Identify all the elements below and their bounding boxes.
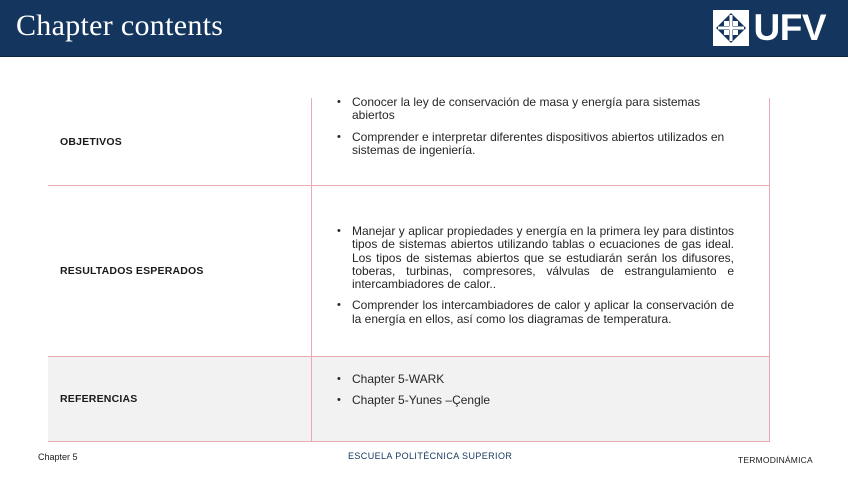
row-label: REFERENCIAS [60, 393, 138, 405]
row-content [335, 225, 734, 326]
bullet-list [335, 225, 734, 326]
row-divider [48, 356, 770, 357]
row-divider [48, 185, 770, 186]
list-item: • Comprender e interpretar diferentes dispositivos abiertos utilizados en sistemas de ingeniería. [335, 131, 734, 158]
bullet-list [335, 373, 734, 408]
table-right-border [769, 98, 770, 442]
table-row-resultados [48, 185, 770, 356]
ufv-logo [713, 7, 827, 48]
row-label: OBJETIVOS [60, 135, 122, 148]
list-item: • Conocer la ley de conservación de masa y energía para sistemas abiertos [335, 96, 734, 123]
footer-chapter: Chapter 5 [38, 452, 78, 462]
slide-header [0, 0, 848, 57]
list-item: • Manejar y aplicar propiedades y energía en la primera ley para distintos tipos de sistemas abiertos utilizando tablas o ecuaciones de gas ideal. Los tipos de sistemas abiertos que se estudiarán serán los difusores, toberas, turbinas, compresores, válvulas de estrangulamiento e intercambiadores de calor.. [335, 225, 734, 291]
table-row-referencias [48, 356, 770, 442]
column-divider [311, 98, 312, 442]
list-item: • Chapter 5-WARK [335, 373, 734, 386]
bullet-list [335, 96, 734, 157]
ufv-emblem-icon [713, 10, 749, 46]
row-divider [48, 441, 770, 442]
contents-table [48, 95, 770, 442]
row-label: RESULTADOS ESPERADOS [60, 264, 204, 277]
table-row-objetivos [48, 95, 770, 185]
list-item: • Chapter 5-Yunes –Çengle [335, 394, 734, 407]
row-content [335, 373, 734, 408]
slide-title: Chapter contents [16, 9, 224, 42]
footer-school: ESCUELA POLITÉCNICA SUPERIOR [348, 451, 513, 461]
footer-subject: TERMODINÁMICA [738, 455, 813, 465]
logo-text: UFV [753, 7, 826, 48]
row-content [335, 96, 734, 157]
list-item: • Comprender los intercambiadores de calor y aplicar la conservación de la energía en ellos, así como los diagramas de temperatura. [335, 299, 734, 326]
